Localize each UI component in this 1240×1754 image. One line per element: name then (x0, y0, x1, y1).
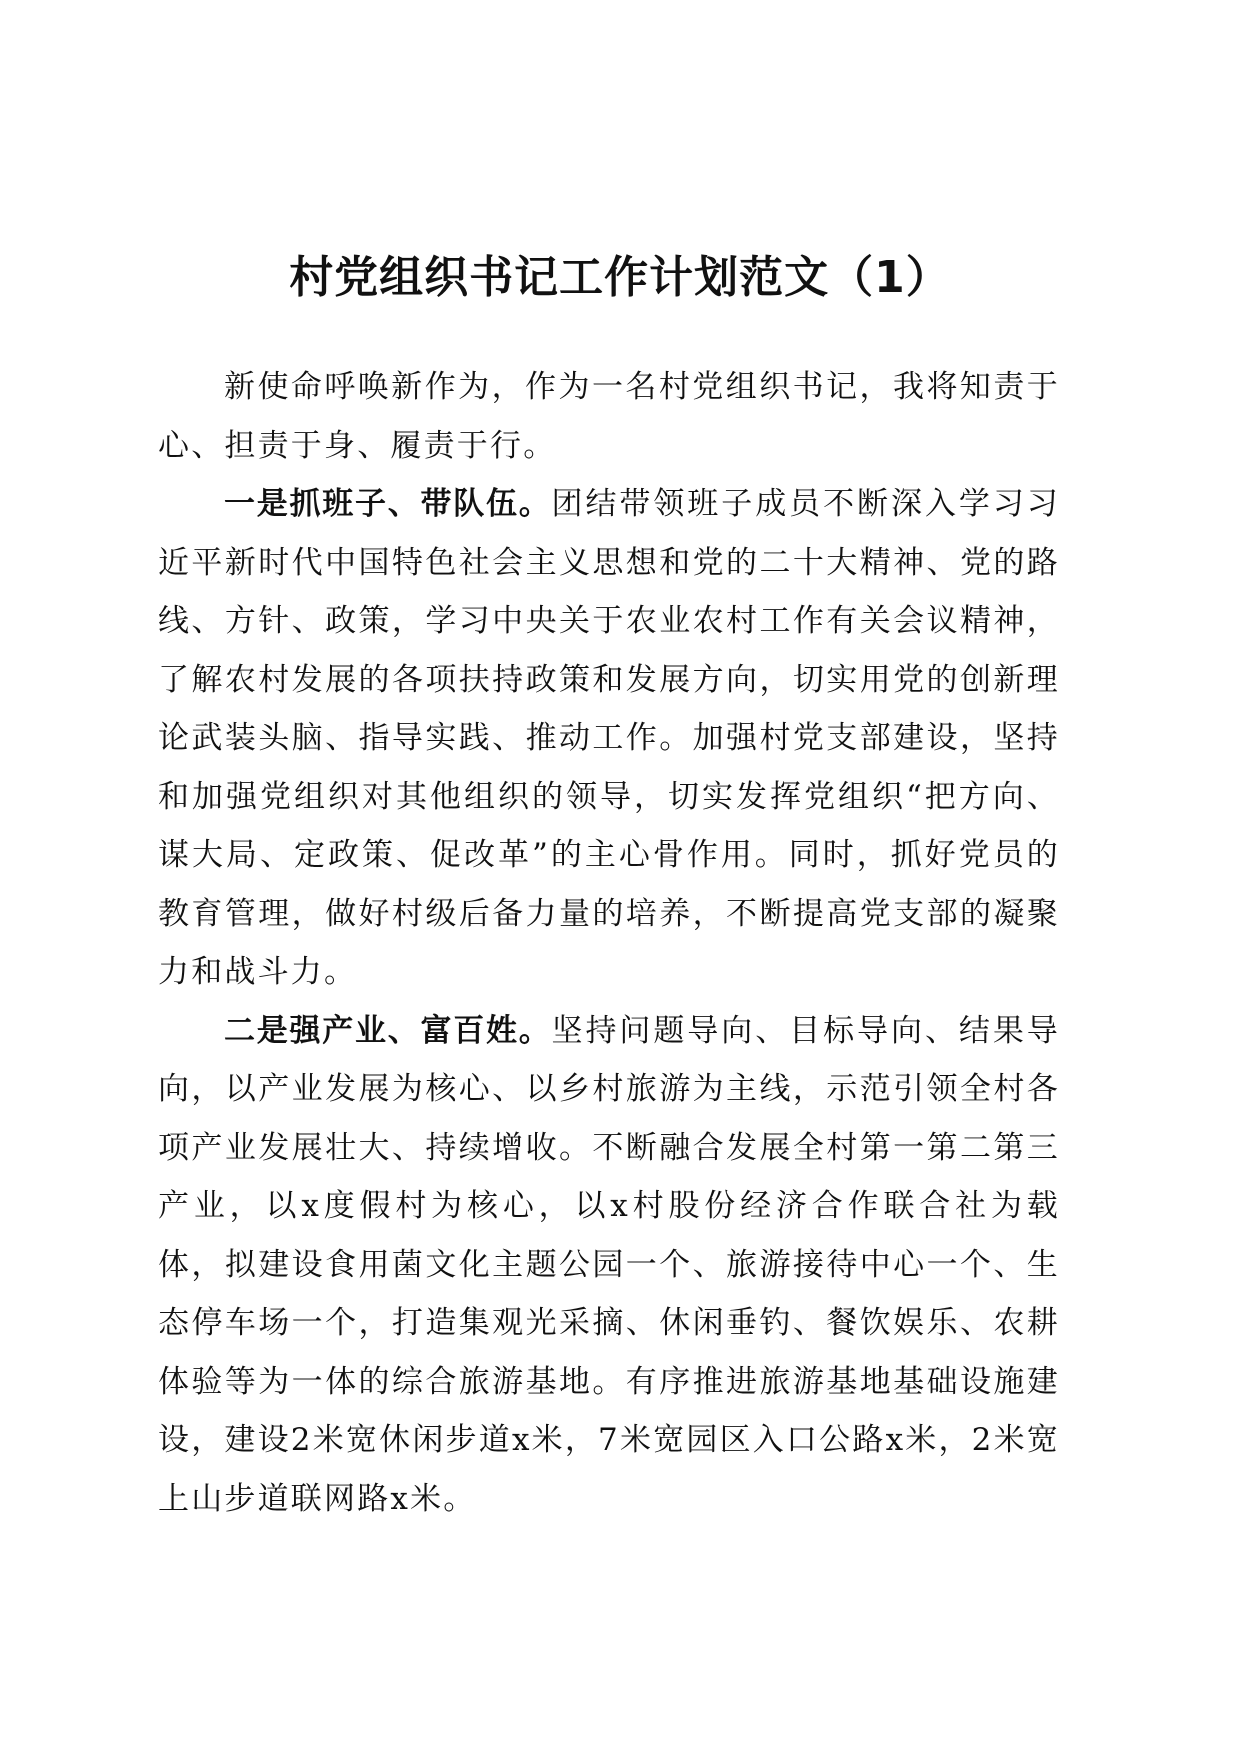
paragraph-text: 坚持问题导向、目标导向、结果导向，以产业发展为核心、以乡村旅游为主线，示范引领全村各项产业发展壮大、持续增收。不断融合发展全村第一第二第三产业，以x度假村为核心，以x村股份经济合作联合社为载体，拟建设食用菌文化主题公园一个、旅游接待中心一个、生态停车场一个，打造集观光采摘、休闲垂钓、餐饮娱乐、农耕体验等为一体的综合旅游基地。有序推进旅游基地基础设施建设，建设2米宽休闲步道x米，7米宽园区入口公路x米，2米宽上山步道联网路x米。 (158, 1012, 1060, 1517)
paragraph-intro (158, 358, 1060, 475)
paragraph-lead: 二是强产业、富百姓。 (224, 1012, 552, 1049)
paragraph-text: 团结带领班子成员不断深入学习习近平新时代中国特色社会主义思想和党的二十大精神、党的路线、方针、政策，学习中央关于农业农村工作有关会议精神，了解农村发展的各项扶持政策和发展方向，切实用党的创新理论武装头脑、指导实践、推动工作。加强村党支部建设，坚持和加强党组织对其他组织的领导，切实发挥党组织“把方向、谋大局、定政策、促改革”的主心骨作用。同时，抓好党员的教育管理，做好村级后备力量的培养，不断提高党支部的凝聚力和战斗力。 (158, 486, 1060, 990)
document-title: 村党组织书记工作计划范文（1） (289, 252, 951, 303)
document-body (158, 358, 1060, 1528)
paragraph-text: 新使命呼唤新作为，作为一名村党组织书记，我将知责于心、担责于身、履责于行。 (158, 369, 1060, 464)
paragraph-industry (158, 1002, 1060, 1529)
paragraph-lead: 一是抓班子、带队伍。 (224, 486, 552, 522)
paragraph-team-building (158, 475, 1060, 1002)
